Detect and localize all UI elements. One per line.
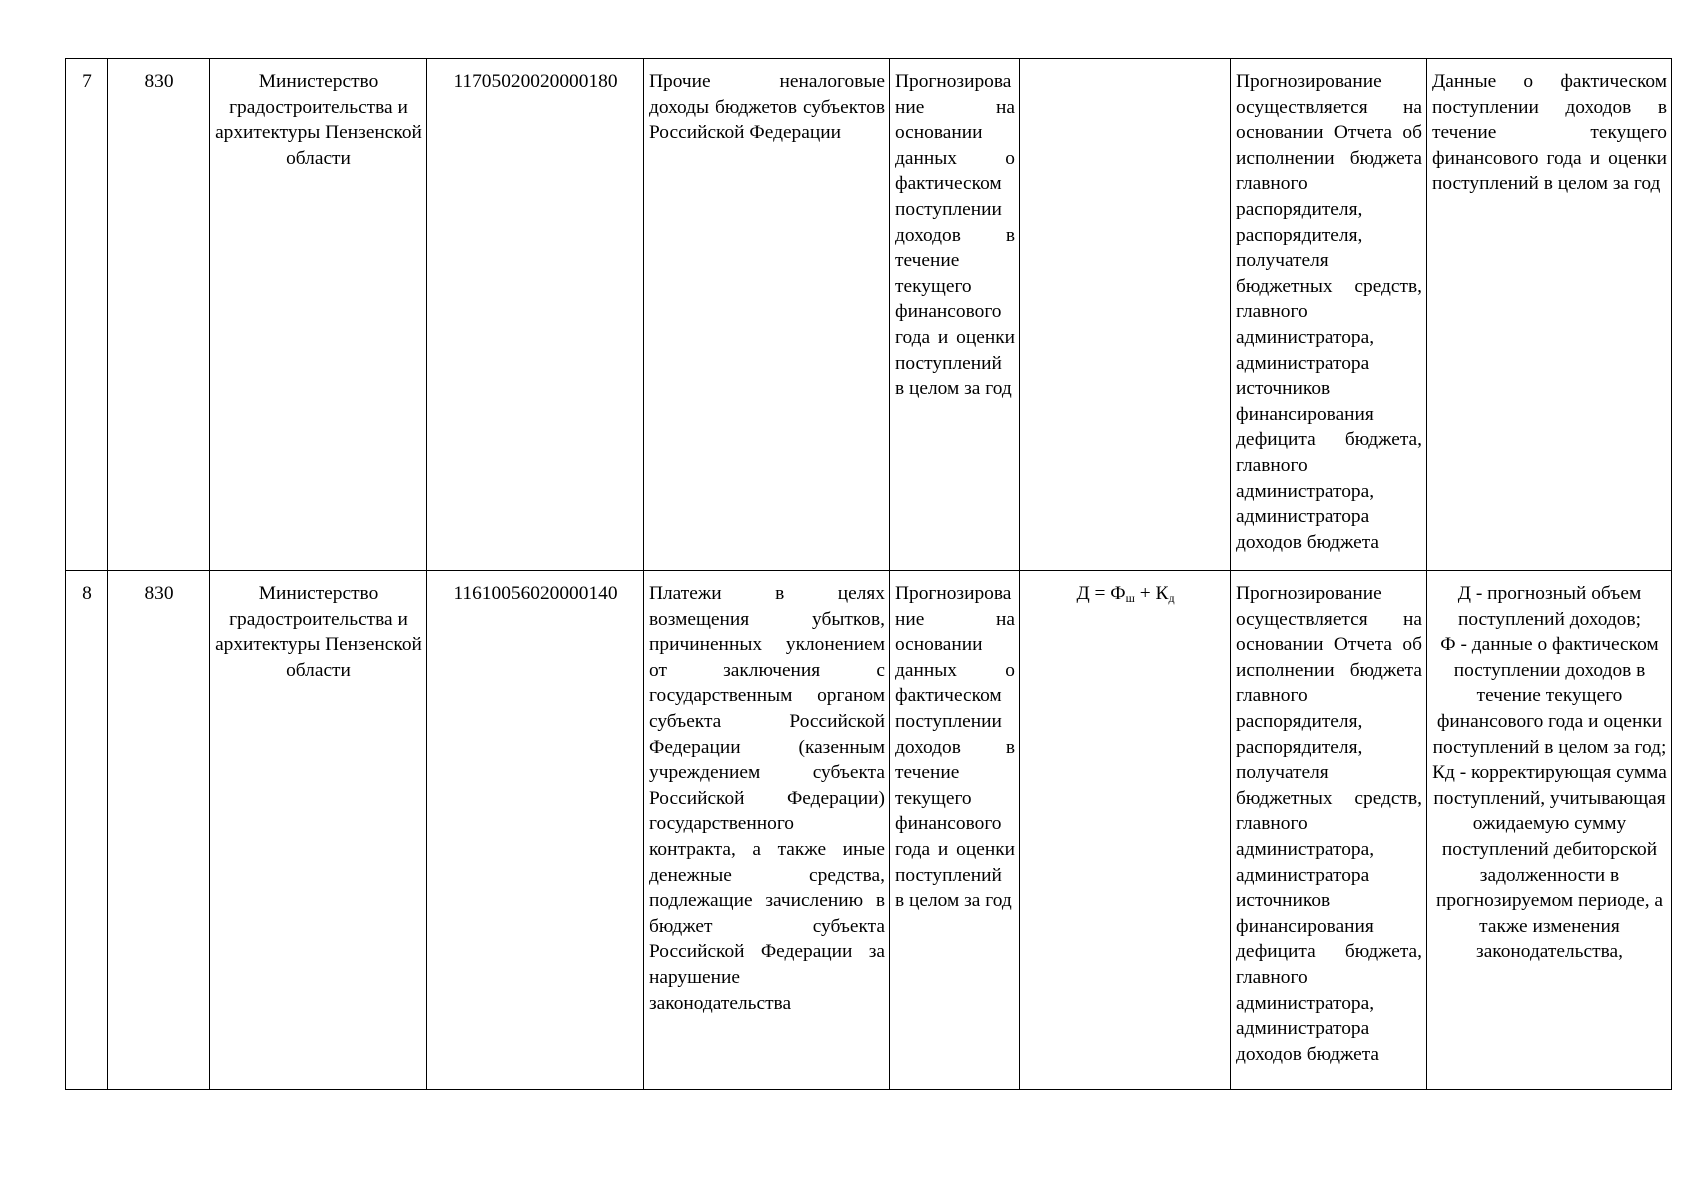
income-forecast-table xyxy=(65,58,1672,1090)
calculation-formula xyxy=(1020,571,1231,1090)
formula-main: Д = Ф xyxy=(1076,583,1126,604)
forecast-method: Прогнозирование на основании данных о фактическом поступлении доходов в течение текущего финансового года и оценки поступлений в целом за год xyxy=(890,59,1020,571)
row-number: 7 xyxy=(66,59,108,571)
admin-code: 830 xyxy=(108,59,210,571)
income-name: Прочие неналоговые доходы бюджетов субъектов Российской Федерации xyxy=(644,59,890,571)
calculation-formula xyxy=(1020,59,1231,571)
budget-classification-code: 11705020020000180 xyxy=(427,59,644,571)
income-name: Платежи в целях возмещения убытков, причиненных уклонением от заключения с государственным органом субъекта Российской Федерации (казенным учреждением субъекта Российской Федерации) государственного контракта, а также иные денежные средства, подлежащие зачислению в бюджет субъекта Российской Федерации за нарушение законодательства xyxy=(644,571,890,1090)
algorithm-basis: Прогнозирование осуществляется на основании Отчета об исполнении бюджета главного распорядителя, распорядителя, получателя бюджетных средств, главного администратора, администратора источников финансирования дефицита бюджета, главного администратора, администратора доходов бюджета xyxy=(1231,59,1427,571)
table-row xyxy=(66,59,1672,571)
table-row xyxy=(66,571,1672,1090)
admin-code: 830 xyxy=(108,571,210,1090)
formula-middle: + К xyxy=(1134,583,1169,604)
row-number: 8 xyxy=(66,571,108,1090)
formula-subscript-1: ш xyxy=(1125,591,1135,605)
formula-subscript-2: д xyxy=(1168,591,1175,605)
administrator-name: Министерство градостроительства и архитектуры Пензенской области xyxy=(210,59,427,571)
administrator-name: Министерство градостроительства и архитектуры Пензенской области xyxy=(210,571,427,1090)
budget-classification-code: 11610056020000140 xyxy=(427,571,644,1090)
forecast-method: Прогнозирование на основании данных о фактическом поступлении доходов в течение текущего финансового года и оценки поступлений в целом за год xyxy=(890,571,1020,1090)
indicator-description: Д - прогнозный объем поступлений доходов; Ф - данные о фактическом поступлении доходов в течение текущего финансового года и оценки поступлений в целом за год; Кд - корректирующая сумма поступлений, учитывающая ожидаемую сумму поступлений дебиторской задолженности в прогнозируемом периоде, а также изменения законодательства, xyxy=(1427,571,1672,1090)
algorithm-basis: Прогнозирование осуществляется на основании Отчета об исполнении бюджета главного распорядителя, распорядителя, получателя бюджетных средств, главного администратора, администратора источников финансирования дефицита бюджета, главного администратора, администратора доходов бюджета xyxy=(1231,571,1427,1090)
indicator-description: Данные о фактическом поступлении доходов в течение текущего финансового года и оценки поступлений в целом за год xyxy=(1427,59,1672,571)
